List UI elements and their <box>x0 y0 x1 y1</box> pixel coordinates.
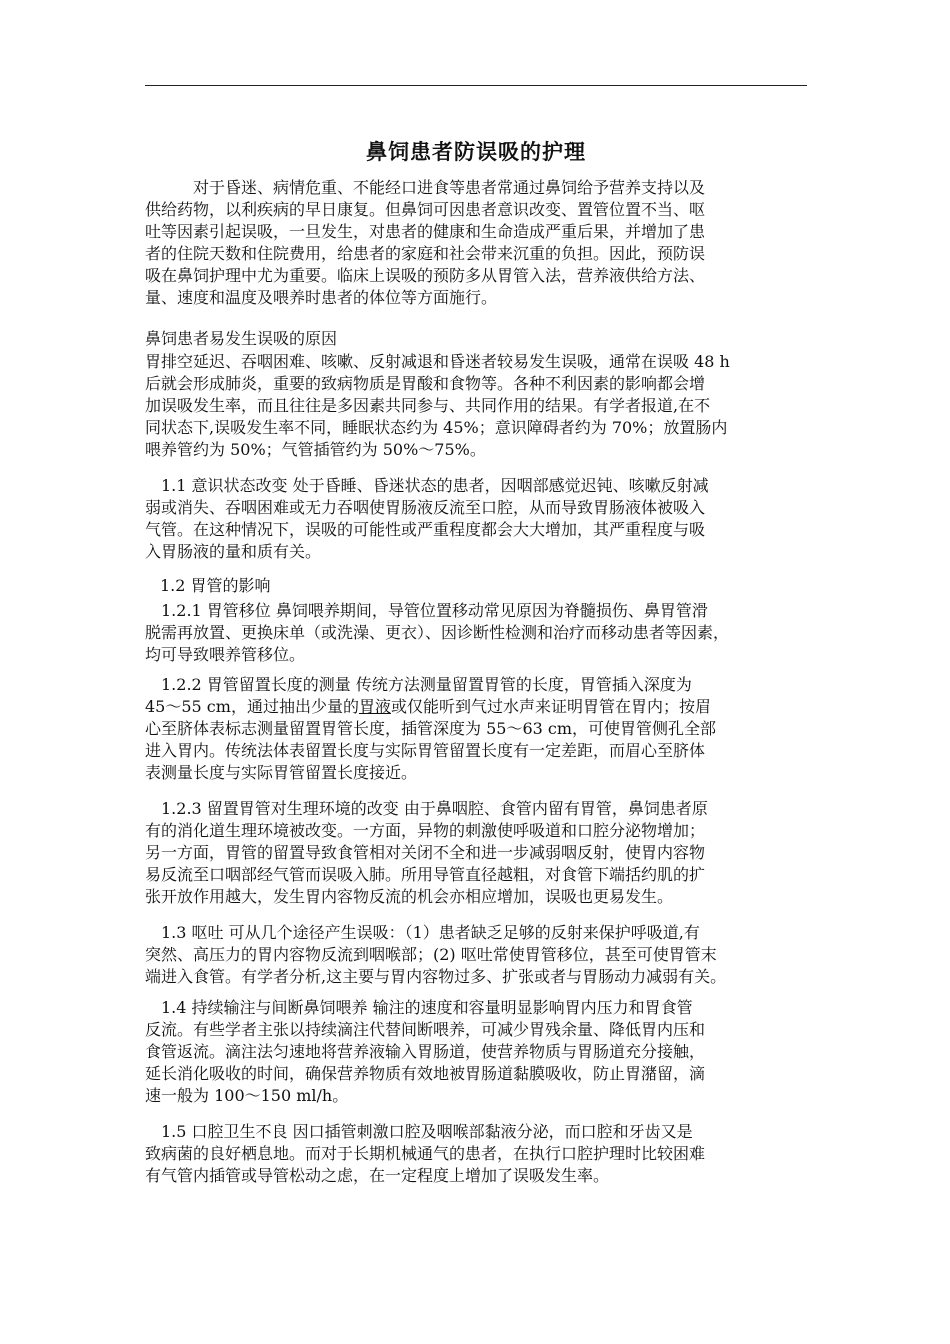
text-line <box>145 696 716 718</box>
text-line: 吐等因素引起误吸，一旦发生，对患者的健康和生命造成严重后果，并增加了患 <box>145 222 706 241</box>
text-line: 脱需再放置、更换床单（或洗澡、更衣）、因诊断性检测和治疗而移动患者等因素， <box>145 623 730 642</box>
text-line: 心至脐体表标志测量留置胃管长度，插管深度为 55～63 cm，可使胃管侧孔全部 <box>145 719 717 738</box>
text-line: 喂养管约为 50%；气管插管约为 50%～75%。 <box>145 440 486 459</box>
text-line: 同状态下,误吸发生率不同，睡眠状态约为 45%；意识障碍者约为 70%；放置肠内 <box>145 418 728 437</box>
text-line: 1.4 持续输注与间断鼻饲喂养 输注的速度和容量明显影响胃内压力和胃食管 <box>145 998 693 1017</box>
text-line: 有气管内插管或导管松动之虑，在一定程度上增加了误吸发生率。 <box>145 1166 610 1185</box>
section-1-2-2 <box>145 674 716 784</box>
text-line: 量、速度和温度及喂养时患者的体位等方面施行。 <box>145 288 498 307</box>
text-line: 致病菌的良好栖息地。而对于长期机械通气的患者，在执行口腔护理时比较困难 <box>145 1144 706 1163</box>
section-1-3 <box>145 922 726 988</box>
underlined-term: 胃液 <box>358 697 391 716</box>
text-line: 另一方面，胃管的留置导致食管相对关闭不全和进一步减弱咽反射，使胃内容物 <box>145 843 706 862</box>
section-1-4 <box>145 997 705 1107</box>
text-line: 1.2.2 胃管留置长度的测量 传统方法测量留置胃管的长度，胃管插入深度为 <box>145 675 692 694</box>
text-line: 张开放作用越大，发生胃内容物反流的机会亦相应增加，误吸也更易发生。 <box>145 887 674 906</box>
section-1-1 <box>145 475 709 563</box>
text-line: 端进入食管。有学者分析,这主要与胃内容物过多、扩张或者与胃肠动力减弱有关。 <box>145 967 727 986</box>
text-line: 入胃肠液的量和质有关。 <box>145 542 322 561</box>
text-line: 吸在鼻饲护理中尤为重要。临床上误吸的预防多从胃管入法，营养液供给方法、 <box>145 266 706 285</box>
section-1-2-3 <box>145 798 708 908</box>
text-line: 表测量长度与实际胃管留置长度接近。 <box>145 763 418 782</box>
text-line: 食管返流。滴注法匀速地将营养液输入胃肠道，使营养物质与胃肠道充分接触， <box>145 1042 706 1061</box>
text-line: 1.2.1 胃管移位 鼻饲喂养期间，导管位置移动常见原因为脊髓损伤、鼻胃管滑 <box>145 601 708 620</box>
intro-paragraph <box>145 177 705 309</box>
text-span: 或仅能听到气过水声来证明胃管在胃内；按眉 <box>390 697 711 716</box>
text-line: 有的消化道生理环境被改变。一方面，异物的刺激使呼吸道和口腔分泌物增加； <box>145 821 706 840</box>
text-line: 反流。有些学者主张以持续滴注代替间断喂养，可减少胃残余量、降低胃内压和 <box>145 1020 706 1039</box>
text-line: 进入胃内。传统法体表留置长度与实际胃管留置长度有一定差距，而眉心至脐体 <box>145 741 706 760</box>
text-line: 1.3 呕吐 可从几个途径产生误吸：（1）患者缺乏足够的反射来保护呼吸道,有 <box>145 923 700 942</box>
text-line: 1.2.3 留置胃管对生理环境的改变 由于鼻咽腔、食管内留有胃管，鼻饲患者原 <box>145 799 708 818</box>
text-line: 加误吸发生率，而且往往是多因素共同参与、共同作用的结果。有学者报道,在不 <box>145 396 711 415</box>
document-title: 鼻饲患者防误吸的护理 <box>366 139 586 164</box>
header-rule <box>145 85 807 86</box>
section-heading: 鼻饲患者易发生误吸的原因 <box>145 329 338 348</box>
text-line: 后就会形成肺炎，重要的致病物质是胃酸和食物等。各种不利因素的影响都会增 <box>145 374 706 393</box>
text-line: 易反流至口咽部经气管而误吸入肺。所用导管直径越粗，对食管下端括约肌的扩 <box>145 865 706 884</box>
section-1-5 <box>145 1121 705 1187</box>
text-line: 弱或消失、吞咽困难或无力吞咽使胃肠液反流至口腔，从而导致胃肠液体被吸入 <box>145 498 706 517</box>
text-line: 气管。在这种情况下，误吸的可能性或严重程度都会大大增加，其严重程度与吸 <box>145 520 706 539</box>
text-line: 突然、高压力的胃内容物反流到咽喉部；(2) 呕吐常使胃管移位，甚至可使胃管末 <box>145 945 717 964</box>
section-1-2-1 <box>145 600 729 666</box>
text-line: 延长消化吸收的时间，确保营养物质有效地被胃肠道黏膜吸收，防止胃潴留，滴 <box>145 1064 706 1083</box>
text-line: 供给药物，以利疾病的早日康复。但鼻饲可因患者意识改变、置管位置不当、呕 <box>145 200 706 219</box>
text-span: 45～55 cm，通过抽出少量的 <box>145 697 359 716</box>
text-line: 对于昏迷、病情危重、不能经口进食等患者常通过鼻饲给予营养支持以及 <box>145 178 706 197</box>
text-line: 1.5 口腔卫生不良 因口插管刺激口腔及咽喉部黏液分泌，而口腔和牙齿又是 <box>145 1122 693 1141</box>
text-line: 1.1 意识状态改变 处于昏睡、昏迷状态的患者，因咽部感觉迟钝、咳嗽反射减 <box>145 476 709 495</box>
text-line: 速一般为 100～150 ml/h。 <box>145 1086 349 1105</box>
section-1-2-heading: 1.2 胃管的影响 <box>160 576 271 595</box>
causes-paragraph <box>145 351 730 461</box>
text-line: 胃排空延迟、吞咽困难、咳嗽、反射减退和昏迷者较易发生误吸，通常在误吸 48 h <box>145 352 730 371</box>
text-line: 者的住院天数和住院费用，给患者的家庭和社会带来沉重的负担。因此，预防误 <box>145 244 706 263</box>
text-line: 均可导致喂养管移位。 <box>145 645 306 664</box>
